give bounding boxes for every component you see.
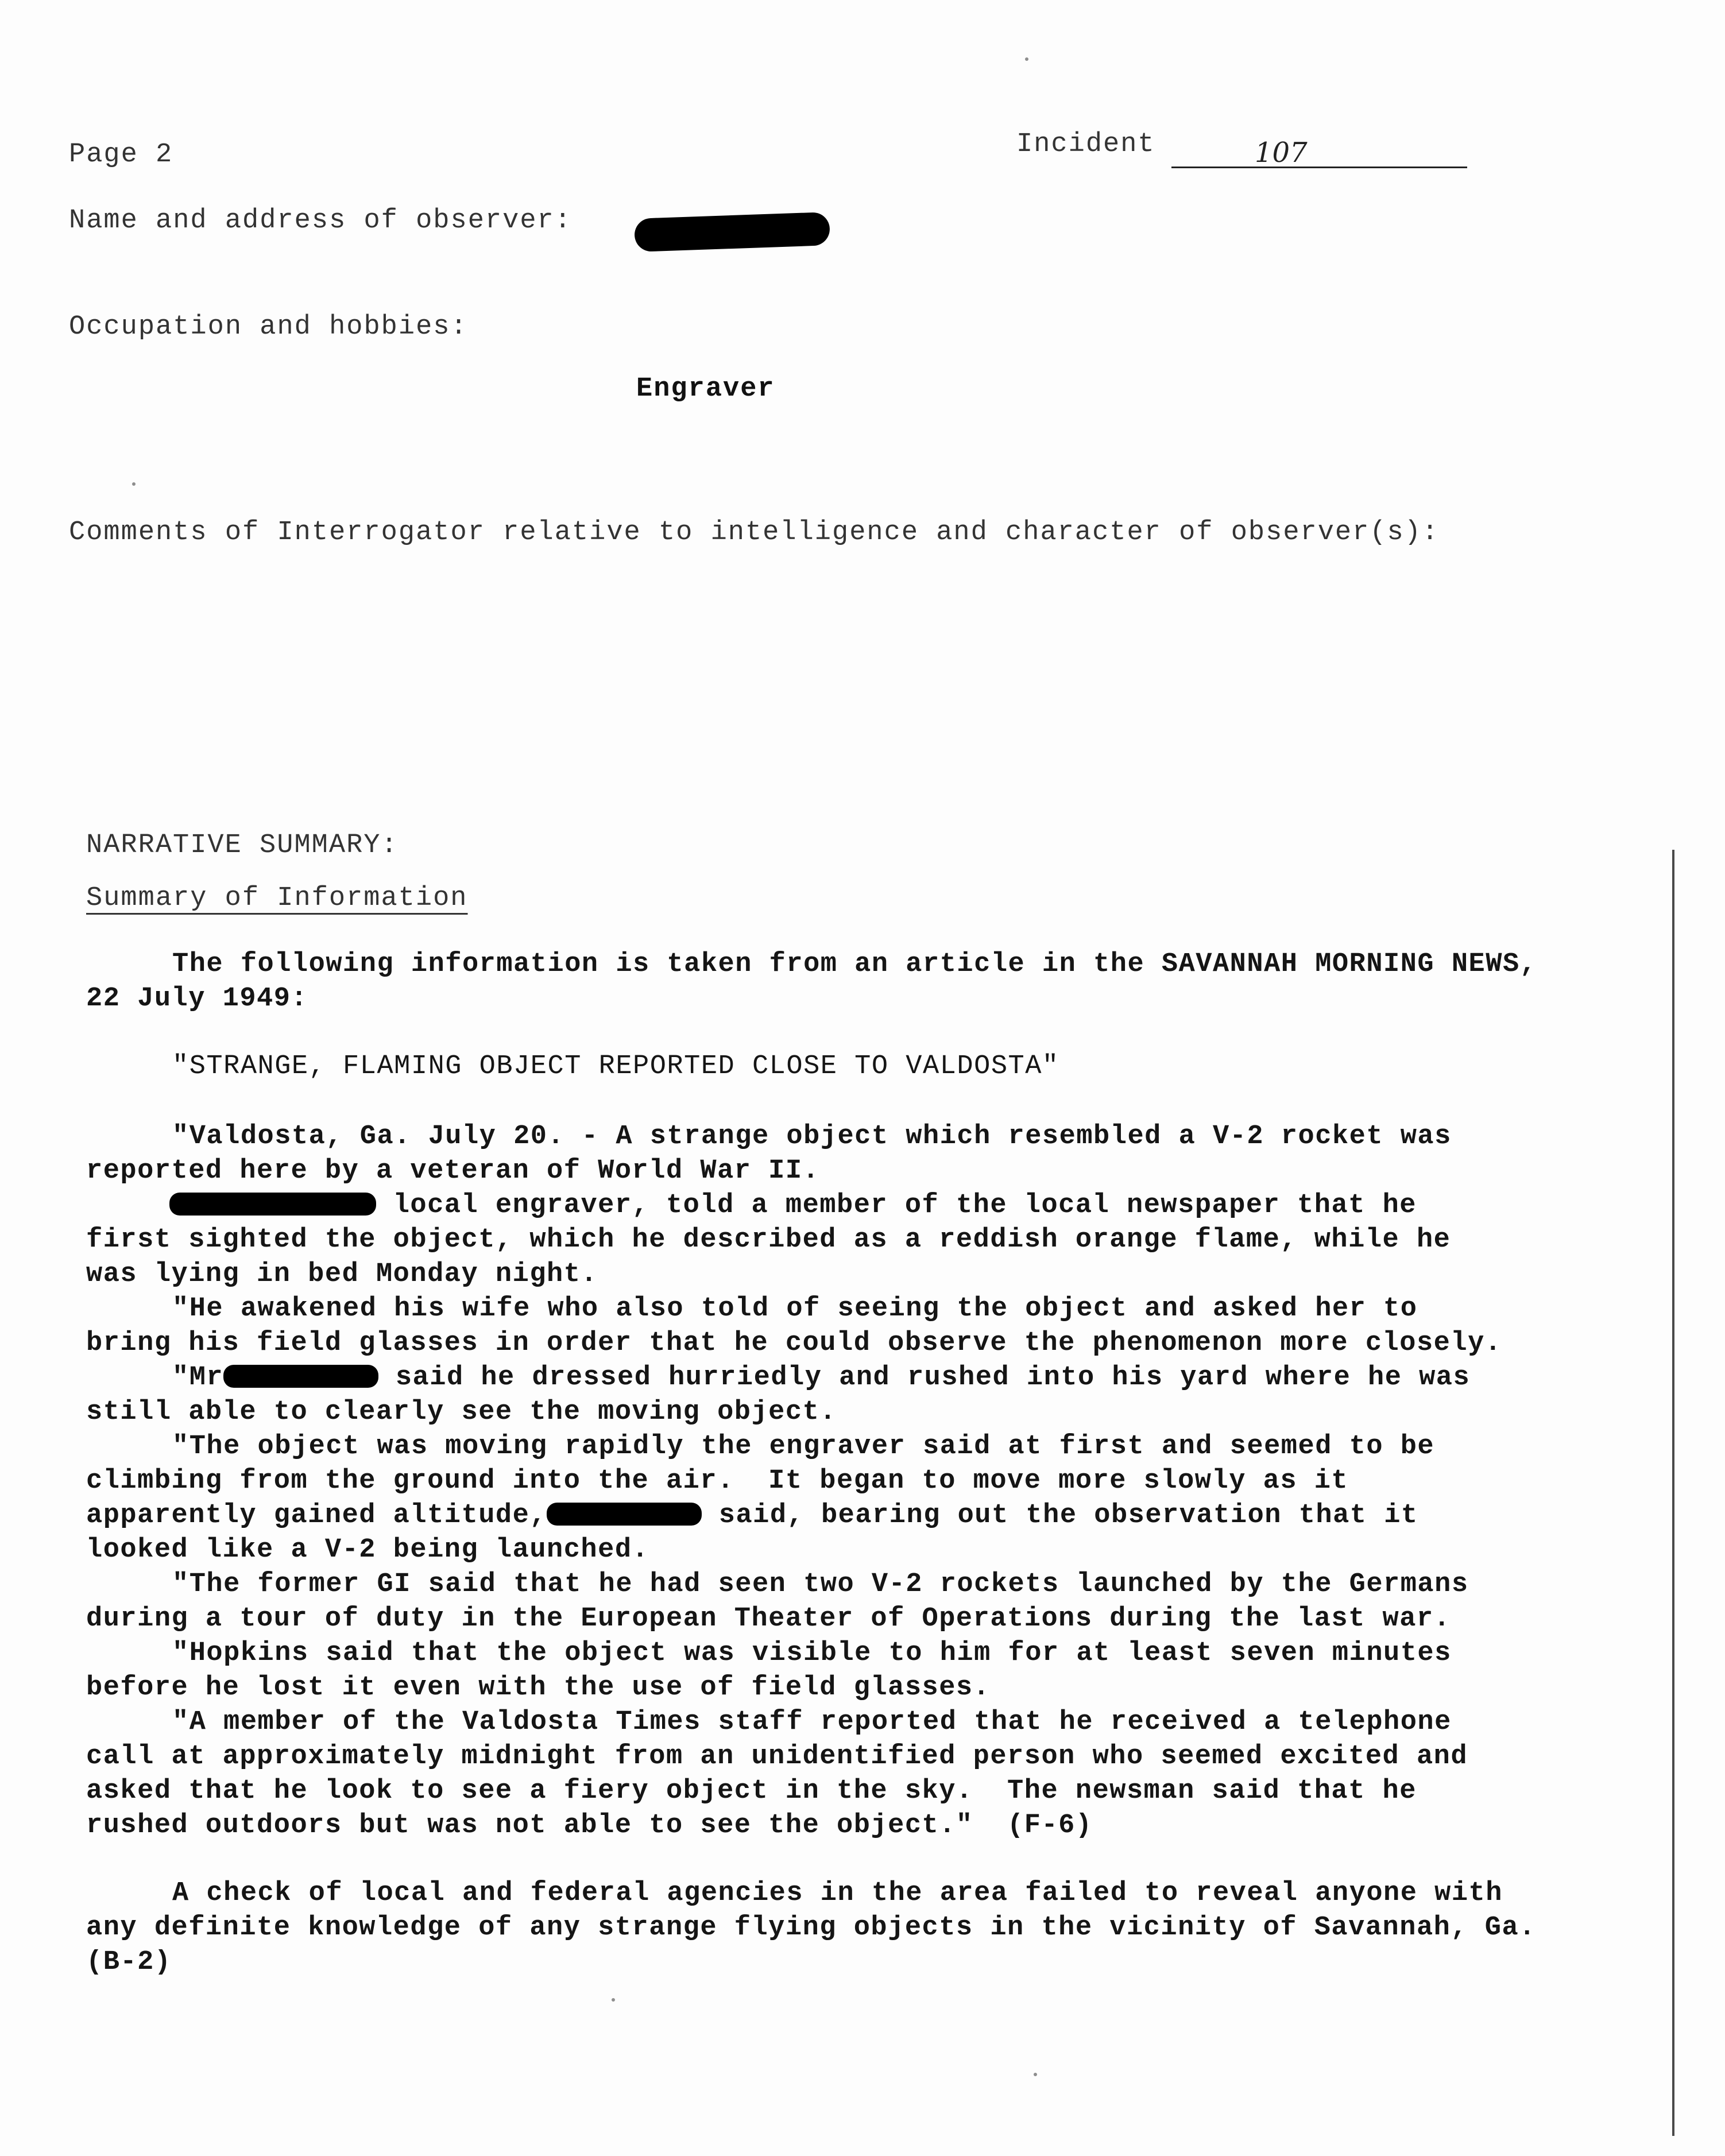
- p5-line-3-prefix: apparently gained altitude,: [86, 1500, 547, 1531]
- intro-line-2: 22 July 1949:: [86, 984, 308, 1014]
- redacted-name: [223, 1365, 378, 1388]
- incident-number: 107: [1255, 137, 1308, 169]
- narrative-heading: NARRATIVE SUMMARY:: [86, 830, 399, 861]
- article-paragraph-7: [86, 1636, 1591, 1705]
- p7-line-1: "Hopkins said that the object was visible to him for at least seven minutes: [172, 1638, 1452, 1669]
- redacted-name: [169, 1193, 376, 1216]
- p4-line-1-prefix: "Mr: [172, 1363, 224, 1393]
- closing-line-1: A check of local and federal agencies in the area failed to reveal anyone with: [172, 1878, 1503, 1909]
- p5-line-2: climbing from the ground into the air. It began to move more slowly as it: [86, 1466, 1349, 1496]
- page-label: Page 2: [69, 140, 173, 170]
- p4-line-2: still able to clearly see the moving object.: [86, 1397, 837, 1427]
- scan-edge-line: [1672, 850, 1674, 2136]
- incident-label: Incident: [1016, 129, 1155, 160]
- p8-line-3: asked that he look to see a fiery object in the sky. The newsman said that he: [86, 1776, 1417, 1806]
- scan-speck: [132, 482, 136, 486]
- scan-speck: [1025, 57, 1028, 61]
- p3-line-2: bring his field glasses in order that he could observe the phenomenon more closely.: [86, 1328, 1502, 1358]
- p5-line-1: "The object was moving rapidly the engraver said at first and seemed to be: [172, 1431, 1435, 1462]
- p7-line-2: before he lost it even with the use of field glasses.: [86, 1673, 991, 1703]
- article-paragraph-3: [86, 1292, 1591, 1361]
- article-paragraph-5: [86, 1430, 1591, 1567]
- closing-line-3: (B-2): [86, 1947, 172, 1977]
- p4-line-1-suffix: said he dressed hurriedly and rushed into his yard where he was: [378, 1363, 1471, 1393]
- interrogator-comments-label: Comments of Interrogator relative to intelligence and character of observer(s):: [69, 517, 1440, 548]
- occupation-value: Engraver: [636, 374, 775, 404]
- p8-line-2: call at approximately midnight from an unidentified person who seemed excited and: [86, 1741, 1468, 1772]
- article-paragraph-1: [86, 1120, 1591, 1189]
- p2-line-3: was lying in bed Monday night.: [86, 1259, 598, 1290]
- headline-text: "STRANGE, FLAMING OBJECT REPORTED CLOSE TO VALDOSTA": [172, 1051, 1059, 1082]
- p2-line-1: local engraver, told a member of the local newspaper that he: [376, 1190, 1417, 1221]
- article-paragraph-2: [86, 1189, 1591, 1292]
- p6-line-1: "The former GI said that he had seen two V-2 rockets launched by the Germans: [172, 1569, 1469, 1600]
- p5-line-3-suffix: said, bearing out the observation that it: [702, 1500, 1418, 1531]
- p1-line-2: reported here by a veteran of World War II.: [86, 1156, 820, 1186]
- p3-line-1: "He awakened his wife who also told of seeing the object and asked her to: [172, 1294, 1418, 1324]
- p2-line-2: first sighted the object, which he described as a reddish orange flame, while he: [86, 1225, 1451, 1255]
- intro-line-1: The following information is taken from an article in the SAVANNAH MORNING NEWS,: [172, 949, 1537, 980]
- incident-underline: [1171, 167, 1467, 168]
- article-paragraph-4: [86, 1361, 1591, 1430]
- occupation-label: Occupation and hobbies:: [69, 312, 468, 342]
- summary-subheading: Summary of Information: [86, 883, 468, 914]
- redacted-name: [547, 1503, 702, 1526]
- article-paragraph-8: [86, 1705, 1591, 1843]
- observer-name-label: Name and address of observer:: [69, 206, 572, 236]
- closing-paragraph: [86, 1876, 1591, 1980]
- p8-line-1: "A member of the Valdosta Times staff reported that he received a telephone: [172, 1707, 1452, 1737]
- p1-line-1: "Valdosta, Ga. July 20. - A strange object which resembled a V-2 rocket was: [172, 1121, 1452, 1152]
- article-paragraph-6: [86, 1567, 1591, 1636]
- scan-speck: [1034, 2073, 1037, 2076]
- closing-line-2: any definite knowledge of any strange flying objects in the vicinity of Savannah, Ga.: [86, 1913, 1536, 1943]
- headline: [86, 1050, 1591, 1084]
- p8-line-4: rushed outdoors but was not able to see the object." (F-6): [86, 1810, 1093, 1841]
- redacted-observer-name: [634, 212, 830, 252]
- p5-line-4: looked like a V-2 being launched.: [86, 1535, 649, 1565]
- scan-speck: [612, 1998, 615, 2002]
- intro-paragraph: [86, 947, 1591, 1016]
- p6-line-2: during a tour of duty in the European Theater of Operations during the last war.: [86, 1604, 1451, 1634]
